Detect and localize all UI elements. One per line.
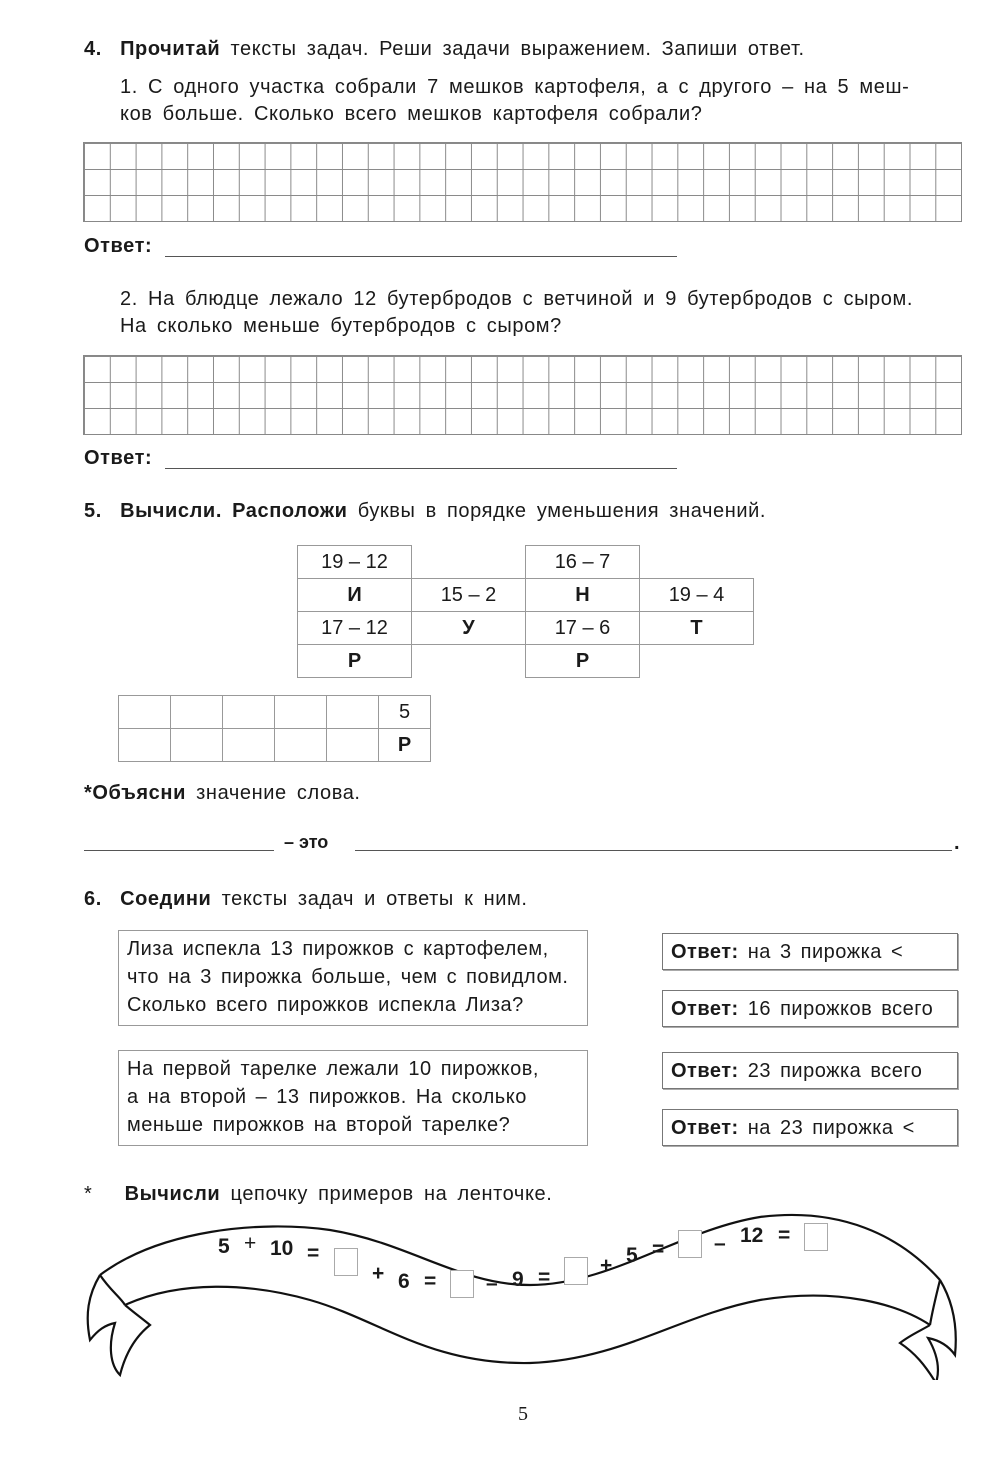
answer-label-1: Ответ: [84,235,153,257]
expr-cell: 19 – 12 [298,546,412,579]
explain-heading [84,782,361,805]
bonus-bold: Вычисли [124,1183,221,1205]
task6-heading [84,888,528,911]
answer-grid-2[interactable] [83,355,962,435]
expr-cell: 16 – 7 [526,546,640,579]
ordering-answer-table [118,695,431,762]
letter-slot[interactable] [327,729,379,762]
ribbon-token: + [244,1232,257,1255]
explain-text: значение слова. [196,782,361,804]
task5-text: буквы в порядке уменьшения значений. [357,500,767,522]
ribbon-answer-box[interactable] [334,1248,358,1276]
letter-slot[interactable] [223,729,275,762]
task4-bold: Прочитай [120,38,221,60]
letter-cell: Н [526,579,640,612]
problem-line: На первой тарелке лежали 10 пирожков, [127,1058,539,1080]
answer-card-label: Ответ: [671,1060,739,1082]
answer-card-label: Ответ: [671,1117,739,1139]
ribbon-token: 9 [512,1268,524,1291]
ribbon-token: – [714,1232,726,1255]
letter-cell: И [298,579,412,612]
bonus-heading [84,1183,552,1206]
expression-table [297,545,754,678]
value-given: 5 [379,696,431,729]
letter-slot[interactable] [275,729,327,762]
value-slot[interactable] [327,696,379,729]
answer-line-2[interactable] [165,468,677,469]
task5-heading [84,500,766,523]
letter-slot[interactable] [171,729,223,762]
answer-card-text: на 3 пирожка < [747,941,904,963]
ribbon-token: – [486,1272,498,1295]
letter-cell: У [412,612,526,645]
problem-line: что на 3 пирожка больше, чем с повидлом. [127,966,569,988]
answer-card-1[interactable] [662,933,958,970]
letter-cell: Т [640,612,754,645]
answer-card-2[interactable] [662,990,958,1027]
ribbon-token: 5 [218,1235,230,1258]
task4-problem2-line2: На сколько меньше бутербродов с сыром? [120,315,562,337]
value-slot[interactable] [171,696,223,729]
answer-label-2: Ответ: [84,447,153,469]
explain-bold: *Объясни [84,782,186,804]
task6-text: тексты задач и ответы к ним. [221,888,528,910]
answer-card-4[interactable] [662,1109,958,1146]
ribbon-token: = [652,1238,665,1261]
expr-cell: 17 – 12 [298,612,412,645]
eto-label: – это [284,832,329,852]
ribbon-token: = [424,1270,437,1293]
value-slot[interactable] [119,696,171,729]
expr-cell: 15 – 2 [412,579,526,612]
problem-line: Сколько всего пирожков испекла Лиза? [127,994,524,1016]
meaning-line[interactable] [355,850,952,851]
ribbon-answer-box[interactable] [804,1223,828,1251]
answer-card-text: на 23 пирожка < [747,1117,915,1139]
task4-text: тексты задач. Реши задачи выражением. Запиши ответ. [230,38,805,60]
problem-line: меньше пирожков на второй тарелке? [127,1114,511,1136]
letter-cell: Р [526,645,640,678]
period: . [954,832,960,854]
task4-problem1-line1: 1. С одного участка собрали 7 мешков картофеля, а с другого – на 5 меш- [120,76,910,98]
ribbon-illustration [80,1205,970,1380]
expr-cell: 19 – 4 [640,579,754,612]
letter-given: Р [379,729,431,762]
letter-slot[interactable] [119,729,171,762]
ribbon-token: + [600,1254,613,1277]
problem-card-1[interactable] [118,930,588,1026]
task4-problem1-line2: ков больше. Сколько всего мешков картофеля собрали? [120,103,703,125]
ribbon-answer-box[interactable] [564,1257,588,1285]
problem-line: Лиза испекла 13 пирожков с картофелем, [127,938,549,960]
answer-card-text: 23 пирожка всего [747,1060,923,1082]
ribbon-token: = [307,1242,320,1265]
answer-card-label: Ответ: [671,998,739,1020]
answer-card-3[interactable] [662,1052,958,1089]
word-line[interactable] [84,850,274,851]
answer-card-text: 16 пирожков всего [747,998,934,1020]
answer-line-1[interactable] [165,256,677,257]
task6-bold: Соедини [120,888,212,910]
ribbon-token: = [778,1224,791,1247]
bonus-text: цепочку примеров на ленточке. [230,1183,553,1205]
ribbon-token: 12 [740,1224,764,1247]
ribbon-token: 10 [270,1237,294,1260]
task4-number: 4. [84,38,102,60]
expr-cell: 17 – 6 [526,612,640,645]
task6-number: 6. [84,888,102,910]
ribbon-answer-box[interactable] [678,1230,702,1258]
ribbon-answer-box[interactable] [450,1270,474,1298]
letter-cell: Р [298,645,412,678]
problem-card-2[interactable] [118,1050,588,1146]
task5-number: 5. [84,500,102,522]
answer-card-label: Ответ: [671,941,739,963]
bonus-star: * [84,1183,93,1205]
value-slot[interactable] [275,696,327,729]
ribbon-token: + [372,1262,385,1285]
ribbon-token: = [538,1266,551,1289]
task4-problem2-line1: 2. На блюдце лежало 12 бутербродов с ветчиной и 9 бутербродов с сыром. [120,288,913,310]
task4-heading [84,38,805,61]
page-number: 5 [518,1403,528,1425]
problem-line: а на второй – 13 пирожков. На сколько [127,1086,527,1108]
value-slot[interactable] [223,696,275,729]
task5-bold: Вычисли. Расположи [120,500,348,522]
answer-grid-1[interactable] [83,142,962,222]
ribbon-token: 6 [398,1270,410,1293]
ribbon-token: 5 [626,1244,638,1267]
